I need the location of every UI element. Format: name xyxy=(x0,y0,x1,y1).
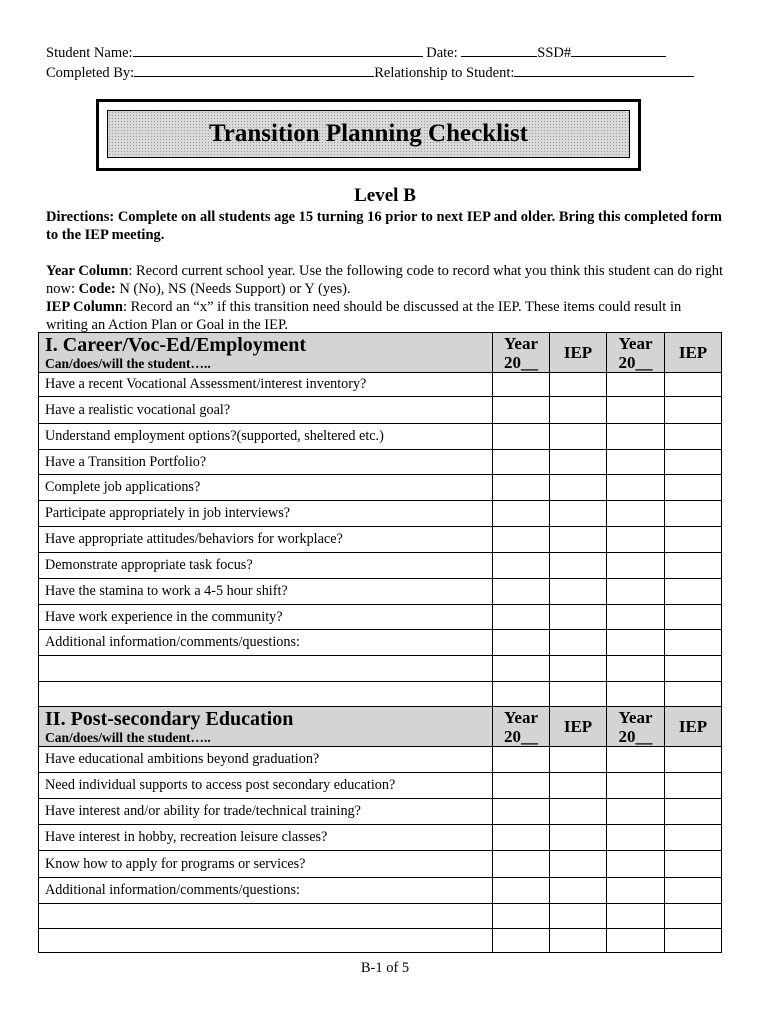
iep-cell[interactable] xyxy=(665,373,722,397)
iep-column-header: IEP xyxy=(550,333,607,373)
iep-cell[interactable] xyxy=(550,656,607,682)
iep-cell[interactable] xyxy=(550,630,607,656)
year-cell[interactable] xyxy=(493,773,550,799)
year-cell[interactable] xyxy=(607,929,665,953)
checklist-row xyxy=(39,553,722,579)
relationship-field[interactable] xyxy=(514,62,694,77)
section-career-table xyxy=(38,332,722,707)
year-cell[interactable] xyxy=(607,450,665,475)
year-cell[interactable] xyxy=(607,773,665,799)
iep-cell[interactable] xyxy=(665,929,722,953)
checklist-row xyxy=(39,825,722,851)
iep-cell[interactable] xyxy=(550,553,607,579)
iep-cell[interactable] xyxy=(550,527,607,553)
iep-cell[interactable] xyxy=(550,501,607,527)
year-cell[interactable] xyxy=(607,630,665,656)
iep-cell[interactable] xyxy=(550,450,607,475)
iep-cell[interactable] xyxy=(665,878,722,904)
iep-cell[interactable] xyxy=(665,747,722,773)
iep-column-header: IEP xyxy=(665,707,722,747)
checklist-row xyxy=(39,773,722,799)
year-cell[interactable] xyxy=(493,799,550,825)
date-label: Date: xyxy=(426,45,458,61)
iep-cell[interactable] xyxy=(665,553,722,579)
relationship-label: Relationship to Student: xyxy=(374,65,515,81)
page-number: B-1 of 5 xyxy=(360,960,410,976)
year-cell[interactable] xyxy=(493,553,550,579)
year-cell[interactable] xyxy=(607,851,665,878)
year-column-label: Year Column xyxy=(46,263,129,279)
section-subtitle: Can/does/will the student….. xyxy=(45,355,211,371)
iep-cell[interactable] xyxy=(550,851,607,878)
year-cell[interactable] xyxy=(493,630,550,656)
item-label: Have a recent Vocational Assessment/interest inventory? xyxy=(39,373,493,397)
year-cell[interactable] xyxy=(493,878,550,904)
year-cell[interactable] xyxy=(607,501,665,527)
item-label: Have the stamina to work a 4-5 hour shift? xyxy=(39,579,493,605)
comment-row xyxy=(39,656,722,682)
iep-cell[interactable] xyxy=(665,579,722,605)
iep-cell[interactable] xyxy=(550,747,607,773)
iep-cell[interactable] xyxy=(550,773,607,799)
date-field[interactable] xyxy=(461,42,537,57)
iep-column-header: IEP xyxy=(665,333,722,373)
iep-cell[interactable] xyxy=(665,682,722,707)
section-title: II. Post-secondary Education xyxy=(45,707,294,730)
ssd-label: SSD# xyxy=(537,45,572,61)
item-label: Participate appropriately in job interviews? xyxy=(39,501,493,527)
year-cell[interactable] xyxy=(607,682,665,707)
year-cell[interactable] xyxy=(493,397,550,424)
level-heading: Level B xyxy=(354,185,416,206)
checklist-row xyxy=(39,397,722,424)
year-cell[interactable] xyxy=(607,904,665,929)
year-cell[interactable] xyxy=(607,475,665,501)
iep-cell[interactable] xyxy=(550,605,607,630)
year-column-header: Year 20__ xyxy=(607,333,665,373)
code-label: Code: xyxy=(78,281,116,297)
iep-cell[interactable] xyxy=(665,799,722,825)
checklist-row xyxy=(39,878,722,904)
item-label: Have a realistic vocational goal? xyxy=(39,397,493,424)
year-cell[interactable] xyxy=(607,799,665,825)
iep-cell[interactable] xyxy=(665,475,722,501)
item-label: Additional information/comments/questions: xyxy=(39,630,493,656)
year-cell[interactable] xyxy=(493,373,550,397)
iep-cell[interactable] xyxy=(665,397,722,424)
completed-by-field[interactable] xyxy=(134,62,374,77)
item-label: Additional information/comments/questions: xyxy=(39,878,493,904)
checklist-row xyxy=(39,630,722,656)
student-name-label: Student Name: xyxy=(46,45,133,61)
completed-by-label: Completed By: xyxy=(46,65,135,81)
item-label: Demonstrate appropriate task focus? xyxy=(39,553,493,579)
year-cell[interactable] xyxy=(493,475,550,501)
checklist-row xyxy=(39,424,722,450)
year-cell[interactable] xyxy=(493,579,550,605)
checklist-row xyxy=(39,527,722,553)
year-cell[interactable] xyxy=(607,373,665,397)
ssd-field[interactable] xyxy=(571,42,666,57)
comment-row xyxy=(39,904,722,929)
year-cell[interactable] xyxy=(493,747,550,773)
iep-cell[interactable] xyxy=(665,773,722,799)
year-cell[interactable] xyxy=(493,501,550,527)
year-cell[interactable] xyxy=(607,605,665,630)
iep-column-header: IEP xyxy=(550,707,607,747)
checklist-row xyxy=(39,747,722,773)
year-cell[interactable] xyxy=(493,605,550,630)
iep-cell[interactable] xyxy=(665,424,722,450)
iep-cell[interactable] xyxy=(665,851,722,878)
year-cell[interactable] xyxy=(607,825,665,851)
item-label: Need individual supports to access post secondary education? xyxy=(39,773,493,799)
iep-cell[interactable] xyxy=(665,450,722,475)
iep-cell[interactable] xyxy=(665,630,722,656)
year-cell[interactable] xyxy=(607,656,665,682)
year-column-header: Year 20__ xyxy=(493,333,550,373)
checklist-row xyxy=(39,501,722,527)
comment-cell[interactable] xyxy=(39,904,493,929)
section-title-cell xyxy=(39,333,493,373)
year-cell[interactable] xyxy=(607,553,665,579)
item-label: Have educational ambitions beyond graduation? xyxy=(39,747,493,773)
section-title: I. Career/Voc-Ed/Employment xyxy=(45,333,307,356)
year-cell[interactable] xyxy=(607,527,665,553)
page-title: Transition Planning Checklist xyxy=(208,120,529,147)
year-cell[interactable] xyxy=(493,929,550,953)
year-cell[interactable] xyxy=(493,682,550,707)
year-cell[interactable] xyxy=(607,579,665,605)
year-cell[interactable] xyxy=(607,878,665,904)
year-cell[interactable] xyxy=(493,656,550,682)
item-label: Know how to apply for programs or services? xyxy=(39,851,493,878)
checklist-row xyxy=(39,605,722,630)
iep-cell[interactable] xyxy=(550,424,607,450)
year-column-instructions xyxy=(46,262,726,298)
item-label: Have interest in hobby, recreation leisure classes? xyxy=(39,825,493,851)
item-label: Complete job applications? xyxy=(39,475,493,501)
checklist-row xyxy=(39,475,722,501)
iep-cell[interactable] xyxy=(665,527,722,553)
comment-cell[interactable] xyxy=(39,929,493,953)
iep-cell[interactable] xyxy=(550,929,607,953)
year-cell[interactable] xyxy=(607,397,665,424)
item-label: Have work experience in the community? xyxy=(39,605,493,630)
comment-cell[interactable] xyxy=(39,656,493,682)
iep-cell[interactable] xyxy=(550,682,607,707)
iep-cell[interactable] xyxy=(550,373,607,397)
year-cell[interactable] xyxy=(493,825,550,851)
checklist-row xyxy=(39,579,722,605)
item-label: Have interest and/or ability for trade/technical training? xyxy=(39,799,493,825)
year-column-header: Year 20__ xyxy=(493,707,550,747)
iep-cell[interactable] xyxy=(550,904,607,929)
student-name-field[interactable] xyxy=(133,42,423,57)
year-cell[interactable] xyxy=(493,450,550,475)
student-info-line xyxy=(46,42,666,62)
iep-column-instructions xyxy=(46,298,726,334)
section-header-row xyxy=(39,333,722,373)
year-cell[interactable] xyxy=(493,424,550,450)
iep-cell[interactable] xyxy=(665,825,722,851)
section-title-cell xyxy=(39,707,493,747)
checklist-row xyxy=(39,799,722,825)
comment-row xyxy=(39,929,722,953)
item-label: Understand employment options?(supported, sheltered etc.) xyxy=(39,424,493,450)
completed-by-line xyxy=(46,62,694,82)
iep-cell[interactable] xyxy=(665,501,722,527)
section-subtitle: Can/does/will the student….. xyxy=(45,729,211,745)
year-cell[interactable] xyxy=(493,527,550,553)
year-cell[interactable] xyxy=(493,851,550,878)
iep-cell[interactable] xyxy=(550,799,607,825)
year-cell[interactable] xyxy=(607,747,665,773)
year-column-header: Year 20__ xyxy=(607,707,665,747)
year-cell[interactable] xyxy=(493,904,550,929)
checklist-row xyxy=(39,373,722,397)
title-box xyxy=(107,110,630,158)
comment-cell[interactable] xyxy=(39,682,493,707)
section-header-row xyxy=(39,707,722,747)
iep-cell[interactable] xyxy=(665,605,722,630)
iep-column-text: : Record an “x” if this transition need should be discussed at the IEP. These items could result in writing an Action Plan or Goal in the IEP. xyxy=(46,299,682,333)
year-column-text: : Record current school year. Use the following code to record what you think this student can do right now: xyxy=(46,263,724,297)
directions-text: Directions: Complete on all students age 15 turning 16 prior to next IEP and older. Bring this completed form to the IEP meeting. xyxy=(46,209,722,243)
checklist-row xyxy=(39,450,722,475)
iep-column-label: IEP Column xyxy=(46,299,123,315)
iep-cell[interactable] xyxy=(550,397,607,424)
iep-cell[interactable] xyxy=(550,579,607,605)
item-label: Have a Transition Portfolio? xyxy=(39,450,493,475)
checklist-row xyxy=(39,851,722,878)
iep-cell[interactable] xyxy=(550,475,607,501)
section-education-table xyxy=(38,706,722,953)
item-label: Have appropriate attitudes/behaviors for workplace? xyxy=(39,527,493,553)
iep-cell[interactable] xyxy=(550,825,607,851)
code-text: N (No), NS (Needs Support) or Y (yes). xyxy=(115,281,351,297)
iep-cell[interactable] xyxy=(665,904,722,929)
year-cell[interactable] xyxy=(607,424,665,450)
comment-row xyxy=(39,682,722,707)
iep-cell[interactable] xyxy=(550,878,607,904)
iep-cell[interactable] xyxy=(665,656,722,682)
